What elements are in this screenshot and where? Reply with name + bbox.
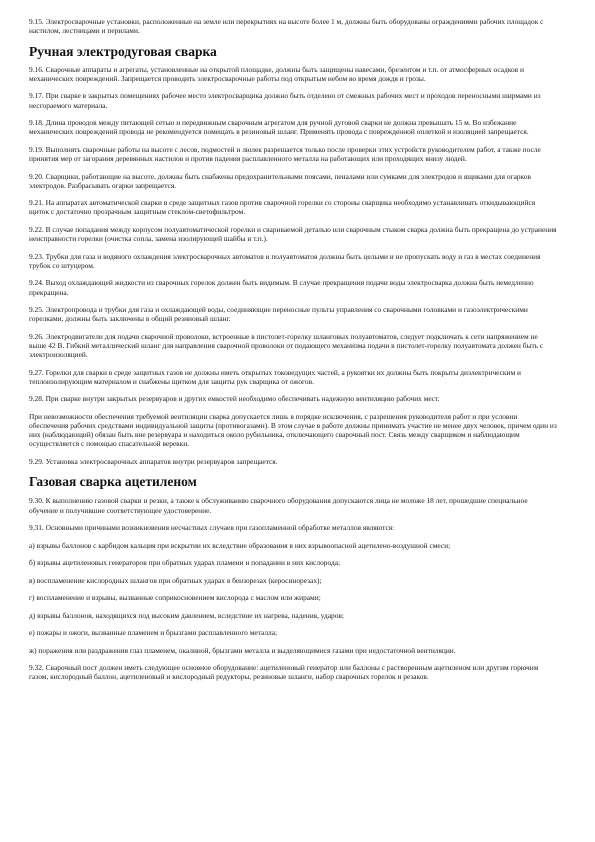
paragraph: 9.26. Электродвигатели для подачи сварочной проволоки, встроенные в пистолет-горелку шланговых полуавтоматов, следует подключать к сети напряжением не выше 42 В. Гибкий металлический шланг для направления сварочной проволоки от подающего механизма подачи в пистолет-горелку полуавтомата должен быть с электроизоляцией. <box>29 331 544 360</box>
section-heading: Газовая сварка ацетиленом <box>29 474 197 490</box>
paragraph: 9.32. Сварочный пост должен иметь следующее основное оборудование: ацетиленовый генератор или баллоны с растворенным ацетиленом или другим горючим газом, кислородный баллон, ацетиленовый и кислородный редукторы, резиновые шланги, набор сварочных горелок и резаков. <box>29 663 539 682</box>
paragraph: 9.19. Выполнять сварочные работы на высоте с лесов, подмостей и люлек разрешается только после проверки этих устройств руководителем работ, а также после принятия мер от загорания деревянных настилов и против падения расплавленного металла на работающих или проходящих внизу людей. <box>29 144 541 164</box>
paragraph: 9.29. Установка электросварочных аппаратов внутри резервуаров запрещается. <box>29 456 278 466</box>
paragraph: 9.27. Горелки для сварки в среде защитных газов не должны иметь открытых токоведущих частей, а рукоятки их должны быть покрыты диэлектрическим и теплоизолирующим материалом и снабжены щитком для защиты рук сварщика от ожогов. <box>29 367 521 386</box>
paragraph: г) воспламенение и взрывы, вызванные соприкосновением кислорода с маслом или жирами; <box>29 593 321 603</box>
paragraph: 9.23. Трубки для газа и водяного охлаждения электросварочных автоматов и полуавтоматов должны быть целыми и не пропускать воду и газ в местах соединения трубок со штуцером. <box>29 251 541 270</box>
paragraph: 9.16. Сварочные аппараты и агрегаты, установленные на открытой площадке, должны быть защищены навесами, брезентом и т.п. от атмосферных осадков и механических повреждений. Запрещается проводить электросварочные работы под открытым небом во время дождя и грозы. <box>29 64 524 83</box>
paragraph: в) воспламенение кислородных шлангов при обратных ударах в бензорезах (керосинорезах); <box>29 575 322 585</box>
section-heading: Ручная электродуговая сварка <box>29 43 217 59</box>
paragraph: 9.18. Длина проводов между питающей сетью и передвижным сварочным агрегатом для ручной дуговой сварки не должна превышать 15 м. Во избежание механических повреждений провода не рекомендуется помещать в резиновый шланг. Применять провода с поврежденной оплеткой и изоляцией запрещается. <box>29 118 529 137</box>
paragraph: 9.31. Основными причинами возникновения несчастных случаев при газопламенной обработке металлов являются: <box>29 523 395 533</box>
paragraph: 9.25. Электропровода и трубки для газа и охлаждающей воды, соединяющие переносные пульты управления со сварочными головками и газоэлектрическими горелками, должны быть заключены в общий резиновый шланг. <box>29 305 528 324</box>
paragraph: а) взрывы баллонов с карбидом кальция при вскрытии их вследствие образования в них взрывоопасной ацетилено-воздушной смеси; <box>29 540 451 550</box>
paragraph: 9.17. При сварке в закрытых помещениях рабочее место электросварщика должно быть отделено от смежных рабочих мест и проходов переносными ширмами из несгораемого материала. <box>29 91 541 110</box>
paragraph: 9.28. При сварке внутри закрытых резервуаров и других емкостей необходимо обеспечивать надежную вентиляцию рабочих мест. <box>29 394 440 404</box>
paragraph: 9.20. Сварщики, работающие на высоте, должны быть снабжены предохранительными поясами, пеналами или сумками для электродов и ящиками для огарков электродов. Разбрасывать огарки запрещается. <box>29 171 531 190</box>
paragraph: 9.30. К выполнению газовой сварки и резки, а также к обслуживанию сварочного оборудования допускаются лица не моложе 18 лет, прошедшие специальное обучение и получившие соответствующее удостоверение. <box>29 496 528 515</box>
paragraph: 9.15. Электросварочные установки, расположенные на земле или перекрытиях на высоте более 1 м, должны быть оборудованы ограждениями рабочих площадок с настилом, лестницами и перилами. <box>29 17 544 36</box>
paragraph: б) взрывы ацетиленовых генераторов при обратных ударах пламени и попадании в них кислорода; <box>29 558 341 568</box>
paragraph: При невозможности обеспечения требуемой вентиляции сварка допускается лишь в порядке исключения, с разрешения руководителя работ и при условии обеспечения рабочих средствами индивидуальной защиты (противогазами). В этом случае в работе должны принимать участие не менее двух человек, причем один из них (наблюдающий) обязан быть вне резервуара и находиться около рубильника, отключающего сварочный пост. Связь между сварщиком и наблюдающим осуществляется с помощью спасательной веревки. <box>29 411 557 449</box>
paragraph: 9.21. На аппаратах автоматической сварки в среде защитных газов против сварочной горелки со стороны сварщика необходимо устанавливать откидывающийся щиток с достаточно прозрачным защитным стеклом-светофильтром. <box>29 198 536 217</box>
paragraph: д) взрывы баллонов, находящихся под высоким давлением, вследствие их нагрева, падения, ударов; <box>29 610 344 620</box>
paragraph: 9.24. Выход охлаждающей жидкости из сварочных горелок должен быть видимым. В случае прекращения подачи воды электросварка должна быть немедленно прекращена. <box>29 278 534 297</box>
paragraph: е) пожары и ожоги, вызванные пламенем и брызгами расплавленного металла; <box>29 628 278 638</box>
paragraph: 9.22. В случае попадания между корпусом полуавтоматической горелки и свариваемой деталью или сварочным стыком сварка должна быть прекращена до устранения неисправности горелки (очистка сопла, замена изолирующей шайбы и т.п.). <box>29 224 557 244</box>
paragraph: ж) поражения или раздражения глаз пламенем, окалиной, брызгами металла и выделяющимися газами при недостаточной вентиляции. <box>29 645 456 655</box>
